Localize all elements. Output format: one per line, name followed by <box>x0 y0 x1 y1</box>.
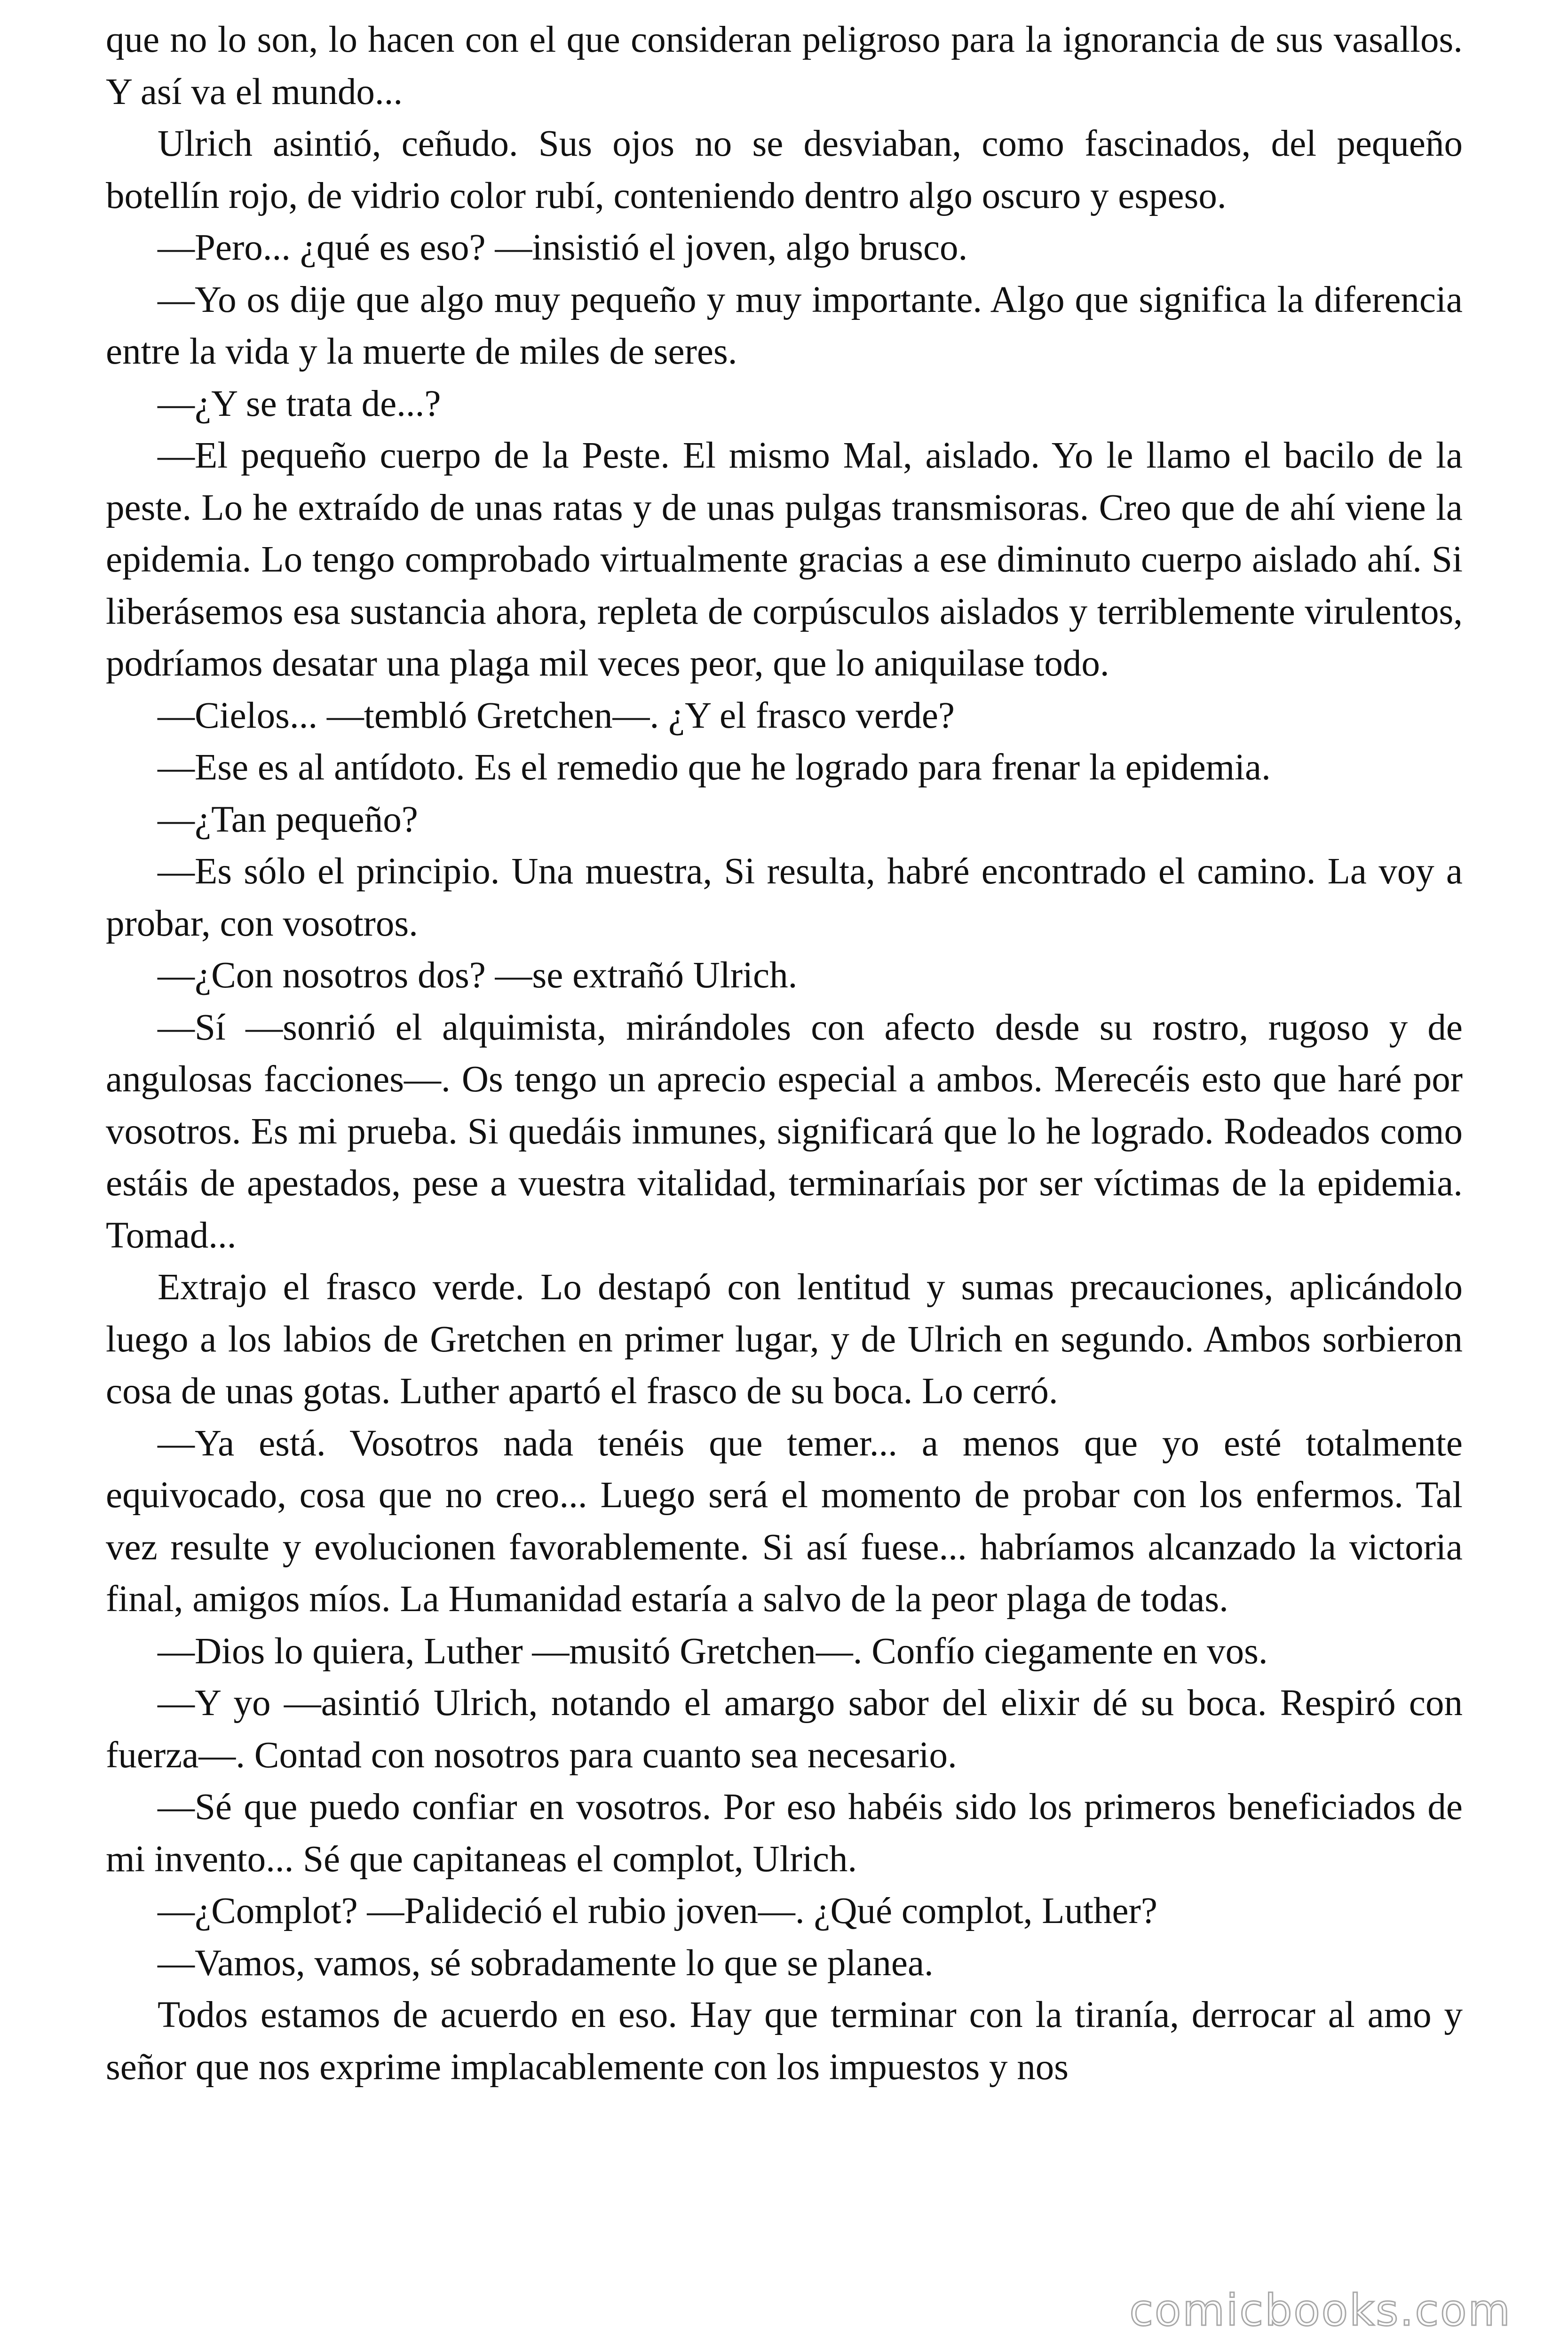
paragraph-3: —Pero... ¿qué es eso? —insistió el joven, algo brusco. <box>158 227 968 268</box>
watermark: comicbooks.com <box>1129 2285 1512 2336</box>
paragraph-14: —Ya está. Vosotros nada tenéis que temer... a menos que yo esté totalmente equivocado, cosa que no creo... Luego será el momento de probar con los enfermos. Tal vez resulte y evolucionen favorablemente. Si así fuese... habríamos alcanzado la victoria final, amigos míos. La Humanidad estaría a salvo de la peor plaga de todas. <box>106 1422 1463 1620</box>
paragraph-6: —El pequeño cuerpo de la Peste. El mismo Mal, aislado. Yo le llamo el bacilo de la peste. Lo he extraído de unas ratas y de unas pulgas transmisoras. Creo que de ahí viene la epidemia. Lo tengo comprobado virtualmente gracias a ese diminuto cuerpo aislado ahí. Si liberásemos esa sustancia ahora, repleta de corpúsculos aislados y terriblemente virulentos, podríamos desatar una plaga mil veces peor, que lo aniquilase todo. <box>106 435 1463 684</box>
paragraph-5: —¿Y se trata de...? <box>158 383 441 424</box>
paragraph-19: —Vamos, vamos, sé sobradamente lo que se planea. <box>158 1942 934 1984</box>
paragraph-1: que no lo son, lo hacen con el que consideran peligroso para la ignorancia de sus vasallos. Y así va el mundo... <box>106 19 1463 112</box>
paragraph-15: —Dios lo quiera, Luther —musitó Gretchen—. Confío ciegamente en vos. <box>158 1630 1268 1672</box>
page-text <box>106 14 1463 2093</box>
paragraph-2: Ulrich asintió, ceñudo. Sus ojos no se desviaban, como fascinados, del pequeño botellín rojo, de vidrio color rubí, conteniendo dentro algo oscuro y espeso. <box>106 123 1463 216</box>
paragraph-12: —Sí —sonrió el alquimista, mirándoles con afecto desde su rostro, rugoso y de angulosas facciones—. Os tengo un aprecio especial a ambos. Merecéis esto que haré por vosotros. Es mi prueba. Si quedáis inmunes, significará que lo he logrado. Rodeados como estáis de apestados, pese a vuestra vitalidad, terminaríais por ser víctimas de la epidemia. Tomad... <box>106 1007 1463 1256</box>
paragraph-13: Extrajo el frasco verde. Lo destapó con lentitud y sumas precauciones, aplicándolo luego a los labios de Gretchen en primer lugar, y de Ulrich en segundo. Ambos sorbieron cosa de unas gotas. Luther apartó el frasco de su boca. Lo cerró. <box>106 1267 1463 1412</box>
paragraph-18: —¿Complot? —Palideció el rubio joven—. ¿Qué complot, Luther? <box>158 1891 1157 1931</box>
paragraph-8: —Ese es al antídoto. Es el remedio que he logrado para frenar la epidemia. <box>158 747 1271 788</box>
paragraph-20: Todos estamos de acuerdo en eso. Hay que terminar con la tiranía, derrocar al amo y señor que nos exprime implacablemente con los impuestos y nos <box>106 1994 1463 2088</box>
paragraph-17: —Sé que puedo confiar en vosotros. Por eso habéis sido los primeros beneficiados de mi invento... Sé que capitaneas el complot, Ulrich. <box>106 1787 1463 1880</box>
paragraph-16: —Y yo —asintió Ulrich, notando el amargo sabor del elixir dé su boca. Respiró con fuerza—. Contad con nosotros para cuanto sea necesario. <box>106 1683 1463 1776</box>
paragraph-10: —Es sólo el principio. Una muestra, Si resulta, habré encontrado el camino. La voy a probar, con vosotros. <box>106 851 1463 944</box>
paragraph-11: —¿Con nosotros dos? —se extrañó Ulrich. <box>158 955 798 996</box>
paragraph-7: —Cielos... —tembló Gretchen—. ¿Y el frasco verde? <box>158 695 955 736</box>
paragraph-4: —Yo os dije que algo muy pequeño y muy importante. Algo que significa la diferencia entre la vida y la muerte de miles de seres. <box>106 279 1463 372</box>
paragraph-9: —¿Tan pequeño? <box>158 799 418 840</box>
